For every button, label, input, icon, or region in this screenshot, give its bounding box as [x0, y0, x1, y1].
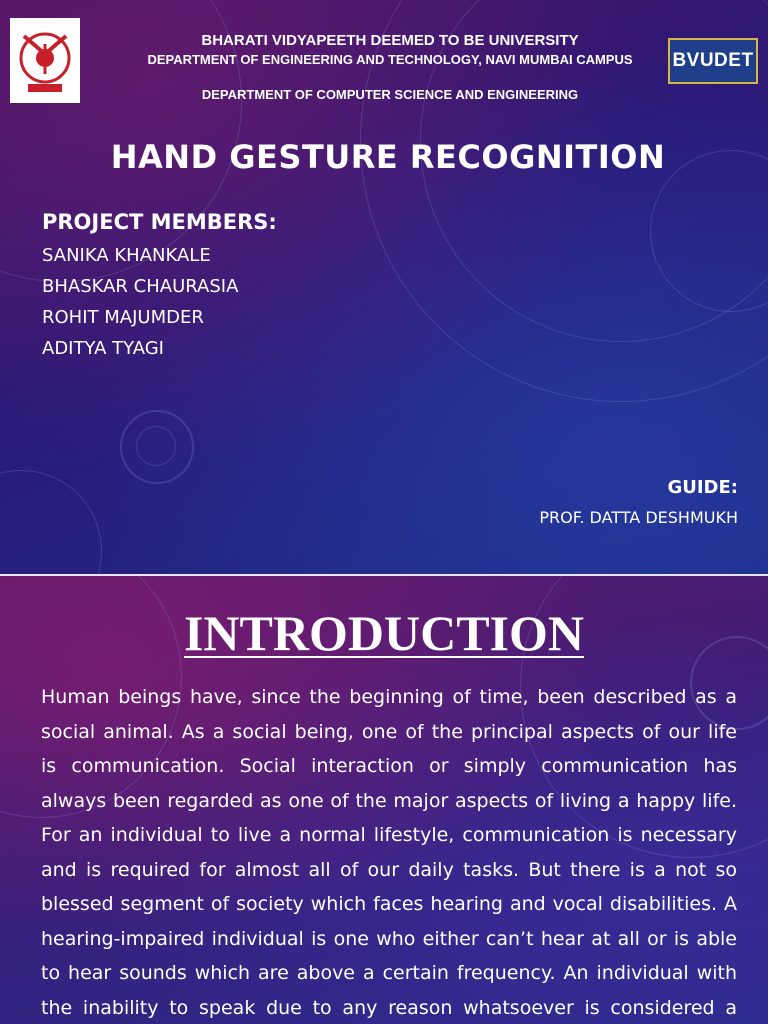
- body-line: hearing-impaired individual is one who either can’t hear at all or is able: [41, 927, 737, 950]
- body-line: to hear sounds which are above a certain frequency. An individual with: [41, 962, 737, 984]
- guide-heading: GUIDE:: [667, 477, 738, 498]
- introduction-slide: [0, 576, 768, 1024]
- bvudet-logo-text: BVUDET: [672, 50, 754, 71]
- university-logo: [10, 18, 80, 103]
- bvudet-logo: [668, 38, 758, 84]
- decorative-circle: [0, 470, 102, 574]
- decorative-ring: [136, 426, 176, 466]
- member-name: SANIKA KHANKALE: [42, 245, 211, 266]
- member-name: BHASKAR CHAURASIA: [42, 276, 239, 297]
- guide-name: PROF. DATTA DESHMUKH: [539, 508, 738, 527]
- member-name: ROHIT MAJUMDER: [42, 307, 204, 328]
- project-title: HAND GESTURE RECOGNITION: [110, 138, 666, 176]
- university-name: BHARATI VIDYAPEETH DEEMED TO BE UNIVERSITY: [201, 32, 579, 49]
- body-line: the inability to speak due to any reason whatsoever is considered a: [41, 996, 737, 1019]
- members-heading: PROJECT MEMBERS:: [42, 210, 277, 234]
- member-name: ADITYA TYAGI: [42, 338, 164, 359]
- university-emblem-icon: [14, 22, 76, 100]
- body-line: blessed segment of society which faces hearing and vocal disabilities. A: [41, 893, 737, 915]
- body-line: and is required for almost all of our daily tasks. But there is a not so: [41, 858, 737, 881]
- body-line: always been regarded as one of the major aspects of living a happy life.: [41, 789, 737, 812]
- introduction-body: [41, 680, 737, 1024]
- body-line: is communication. Social interaction or simply communication has: [41, 755, 737, 777]
- body-line: For an individual to live a normal lifestyle, communication is necessary: [41, 824, 737, 846]
- body-line: social animal. As a social being, one of the principal aspects of our life: [41, 720, 737, 743]
- introduction-title: INTRODUCTION: [183, 605, 585, 661]
- body-line: Human beings have, since the beginning of time, been described as a: [41, 686, 737, 708]
- campus-department: DEPARTMENT OF ENGINEERING AND TECHNOLOGY, NAVI MUMBAI CAMPUS: [147, 52, 633, 67]
- cse-department: DEPARTMENT OF COMPUTER SCIENCE AND ENGINEERING: [201, 87, 579, 102]
